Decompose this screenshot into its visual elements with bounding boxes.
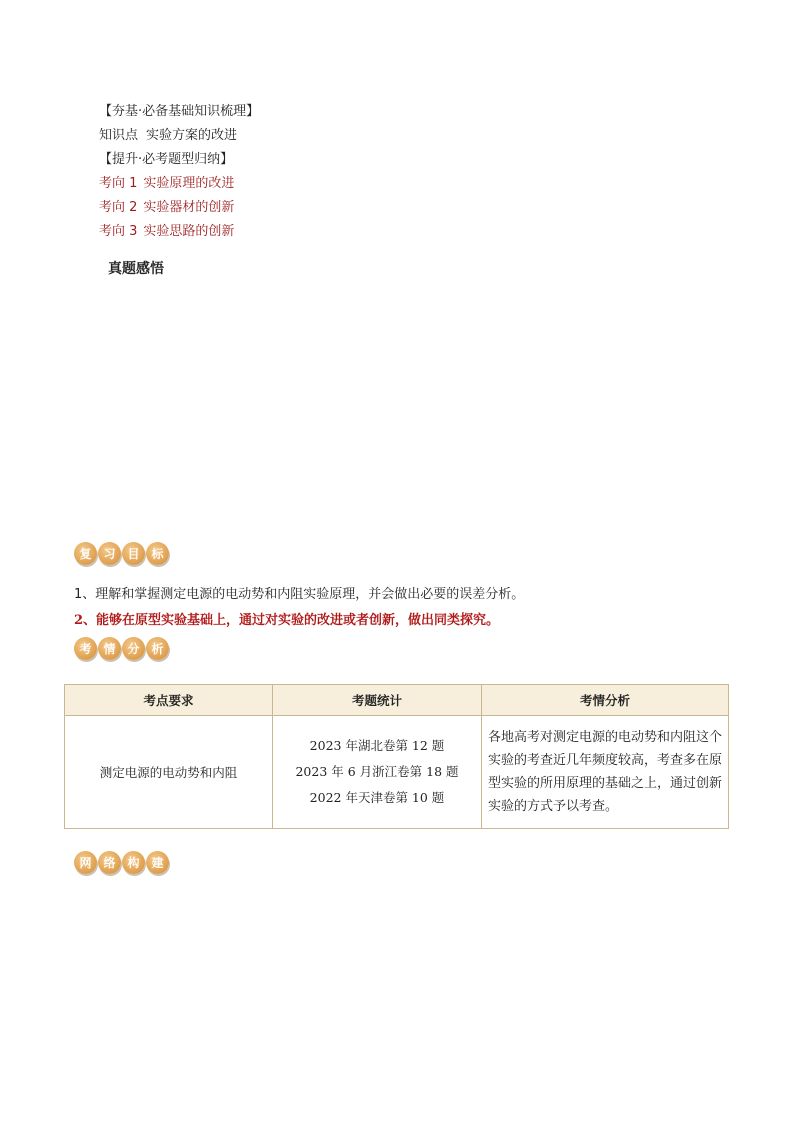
toc-item <box>99 172 259 196</box>
badge-char: 建 <box>146 851 169 874</box>
badge-char: 目 <box>122 542 145 565</box>
table-header-row <box>65 685 729 716</box>
header-statistics: 考题统计 <box>273 685 482 716</box>
toc-item-title: 实验思路的创新 <box>143 224 235 239</box>
network-build-badge <box>74 851 169 874</box>
header-analysis: 考情分析 <box>482 685 729 716</box>
stat-line: 2023 年 6 月浙江卷第 18 题 <box>295 764 459 779</box>
toc-item <box>99 196 259 220</box>
badge-char: 构 <box>122 851 145 874</box>
exam-analysis-table <box>64 684 729 829</box>
real-questions-heading: 真题感悟 <box>108 261 164 277</box>
badge-char: 情 <box>98 637 121 660</box>
cell-statistics <box>273 716 482 829</box>
badge-char: 分 <box>122 637 145 660</box>
toc-knowledge-label: 知识点 <box>99 128 139 143</box>
cell-topic: 测定电源的电动势和内阻 <box>65 716 273 829</box>
badge-char: 网 <box>74 851 97 874</box>
toc-item-title: 实验器材的创新 <box>143 200 235 215</box>
table-row <box>65 716 729 829</box>
toc-item-label: 考向 2 <box>99 200 138 215</box>
toc-section-basic: 【夯基·必备基础知识梳理】 <box>99 104 260 119</box>
exam-analysis-badge <box>74 637 169 660</box>
toc-knowledge-title: 实验方案的改进 <box>146 128 238 143</box>
badge-char: 络 <box>98 851 121 874</box>
toc-item <box>99 220 259 244</box>
review-goals-badge <box>74 542 169 565</box>
goal-line-1: 1、理解和掌握测定电源的电动势和内阻实验原理，并会做出必要的误差分析。 <box>74 587 525 602</box>
stat-line: 2022 年天津卷第 10 题 <box>309 790 445 805</box>
table-of-contents <box>99 100 259 244</box>
toc-item-label: 考向 1 <box>99 176 138 191</box>
toc-item-label: 考向 3 <box>99 224 138 239</box>
badge-char: 析 <box>146 637 169 660</box>
toc-item-title: 实验原理的改进 <box>143 176 235 191</box>
goal-line-2: 2、能够在原型实验基础上，通过对实验的改进或者创新，做出同类探究。 <box>74 613 500 628</box>
badge-char: 习 <box>98 542 121 565</box>
cell-analysis: 各地高考对测定电源的电动势和内阻这个实验的考查近几年频度较高，考查多在原型实验的所用原理的基础之上，通过创新实验的方式予以考查。 <box>482 716 729 829</box>
toc-knowledge-point <box>99 124 259 148</box>
toc-section-advanced: 【提升·必考题型归纳】 <box>99 152 234 167</box>
header-requirement: 考点要求 <box>65 685 273 716</box>
stat-line: 2023 年湖北卷第 12 题 <box>309 738 445 753</box>
badge-char: 考 <box>74 637 97 660</box>
badge-char: 标 <box>146 542 169 565</box>
badge-char: 复 <box>74 542 97 565</box>
